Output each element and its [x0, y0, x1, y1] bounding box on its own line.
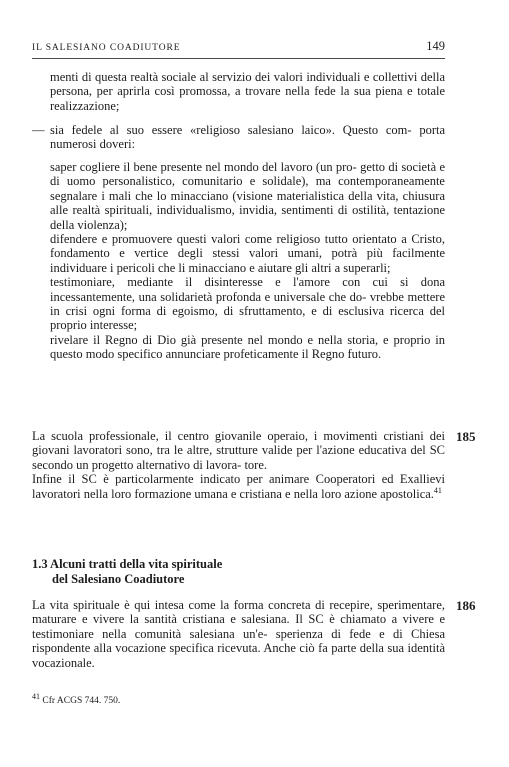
duties-list	[50, 160, 445, 362]
text-line: sia fedele al suo essere «religioso salesiano laico». Questo com-	[50, 123, 412, 137]
text-line: getto di società e di uomo personalistico, comunitario e solidale),	[50, 160, 445, 189]
paragraph-185	[32, 429, 445, 472]
text-line: loro azione apostolica.	[321, 486, 434, 501]
running-title: IL SALESIANO COADIUTORE	[32, 43, 181, 53]
text-line: testimoniare, mediante il disinteresse e l'amore con cui si dona	[50, 275, 445, 290]
dash-item-text	[50, 123, 445, 152]
duty-item	[50, 275, 445, 333]
dash-list-item	[32, 123, 445, 152]
text-line: tore.	[244, 457, 267, 472]
margin-number-185: 185	[456, 429, 476, 444]
text-line: menti di questa realtà sociale al servizio dei valori individuali e	[50, 70, 370, 84]
text-line: potrà più facilmente individuare i pericoli che li minacciano e	[50, 246, 445, 275]
footnote	[32, 691, 121, 706]
footnote-reference[interactable]: 41	[433, 485, 442, 495]
text-line: Infine il SC è particolarmente indicato per animare Cooperatori ed	[32, 472, 394, 487]
paragraph-infine	[32, 472, 445, 501]
text-line: cristiani dei giovani lavoratori sono, tra le altre, strutture valide per	[32, 429, 445, 458]
margin-number-186: 186	[456, 598, 476, 613]
text-line: orientato a Cristo, fondamento e vertice degli stessi valori umani,	[50, 232, 445, 261]
footnote-text: Cfr ACGS 744. 750.	[42, 696, 121, 706]
list-item-continuation	[50, 70, 445, 113]
text-line: saper cogliere il bene presente nel mondo del lavoro (un pro-	[50, 160, 357, 174]
heading-line: 1.3 Alcuni tratti della vita spirituale	[32, 557, 223, 571]
text-line: porta numerosi doveri:	[50, 123, 446, 152]
dash-bullet: —	[32, 123, 45, 137]
duty-item	[50, 232, 445, 275]
text-line: ma contemporaneamente segnalare i mali che lo minacciano	[50, 174, 445, 203]
text-line: l'azione educativa del SC secondo un progetto alternativo di lavora-	[32, 443, 446, 472]
body-paragraphs	[32, 429, 445, 501]
text-line: violenza);	[77, 217, 128, 232]
text-line: Exallievi lavoratori nella loro formazione umana e cristiana e nella	[32, 472, 446, 501]
text-line: sperimentare, maturare e vivere la santità cristiana e salesiana. Il SC	[32, 598, 445, 627]
footnote-number: 41	[32, 691, 40, 701]
text-line: rivelare il Regno di Dio già presente nel mondo e nella storia, e	[50, 332, 389, 347]
text-line: individualismo, invidia, sentimenti di ostilità, tentazione della	[50, 203, 446, 232]
text-line: (visione materialistica della vita, chiusura alle realtà spirituali,	[50, 188, 446, 218]
text-line: La vita spirituale è qui intesa come la forma concreta di recepire,	[32, 598, 373, 612]
text-line: aiutare gli altri a superarli;	[257, 260, 391, 275]
section-heading	[32, 557, 222, 587]
text-line: Regno futuro.	[311, 347, 382, 362]
text-line: difendere e promuovere questi valori come religioso tutto	[50, 232, 348, 247]
text-line: di esclusiva ricerca del proprio interesse;	[50, 304, 445, 333]
running-header	[32, 39, 445, 59]
paragraph-186	[32, 598, 445, 670]
duty-item	[50, 333, 445, 362]
duty-item	[50, 160, 445, 232]
text-line: ricevuta. Anche ciò fa parte della sua identità vocazionale.	[32, 641, 446, 670]
text-line: fede la sua piena e totale realizzazione;	[50, 84, 446, 113]
text-line: è chiamato a vivere e testimoniare nella comunità salesiana un'e-	[32, 612, 445, 641]
text-line: sperienza di fede e di Chiesa rispondente alla vocazione specifica	[32, 626, 445, 656]
text-line: collettivi della persona, per aprirla così promossa, a trovare nella	[50, 70, 445, 99]
text-line: La scuola professionale, il centro giovanile operaio, i movimenti	[32, 429, 378, 443]
page-number: 149	[426, 39, 445, 53]
text-line: vrebbe mettere in crisi ogni forma di egoismo, di sfruttamento, e	[50, 289, 445, 319]
text-line: incessantemente, una solidarietà profonda e universale che do-	[50, 289, 367, 304]
text-line: proprio in questo modo specifico annunciare profeticamente il	[50, 332, 445, 362]
heading-line: del Salesiano Coadiutore	[52, 572, 185, 586]
